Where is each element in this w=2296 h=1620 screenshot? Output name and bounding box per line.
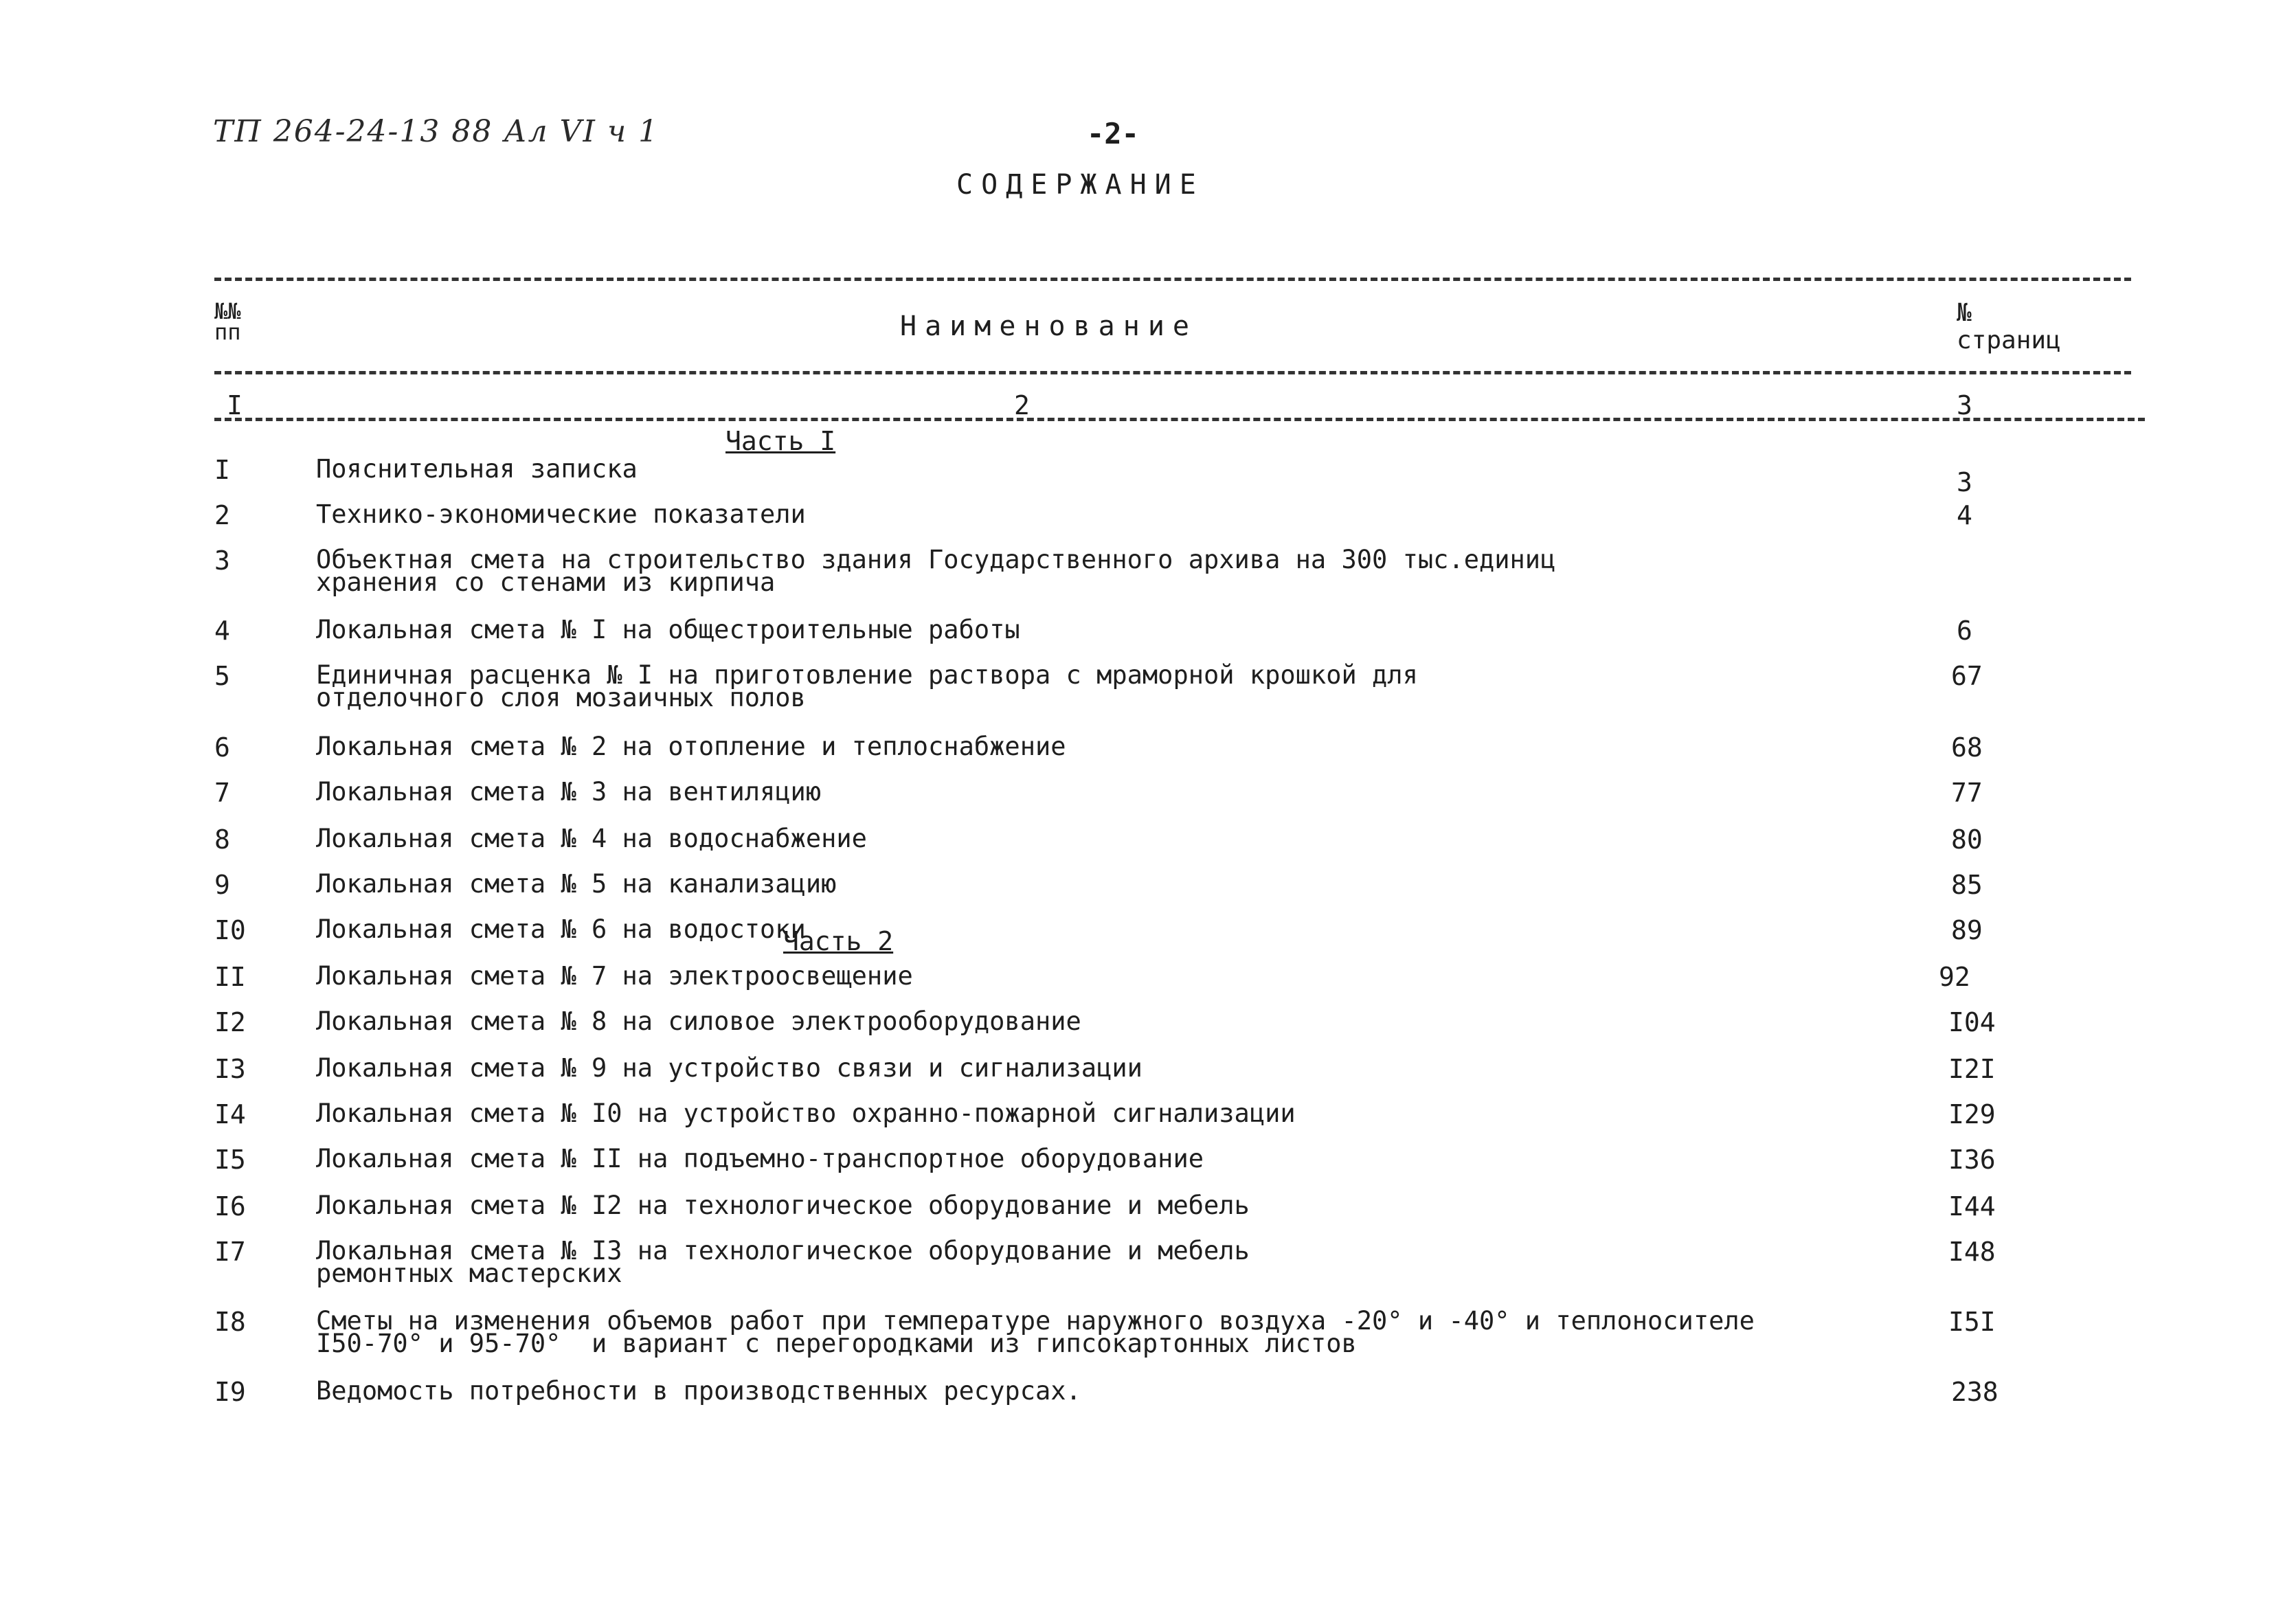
column-number-1: I [227, 390, 243, 420]
row-number: I3 [214, 1054, 246, 1084]
row-page-number: 238 [1951, 1377, 1999, 1407]
row-number: 8 [214, 824, 230, 855]
row-number: II [214, 962, 246, 992]
row-title: Локальная смета № I2 на технологическое оборудование и мебель [316, 1191, 1250, 1220]
row-page-number: 77 [1951, 778, 1983, 808]
row-number: I5 [214, 1145, 246, 1175]
row-page-number: I04 [1948, 1007, 1996, 1037]
row-title: Пояснительная записка [316, 454, 638, 484]
row-page-number: I2I [1948, 1054, 1996, 1084]
column-number-divider [214, 418, 2145, 421]
row-number: 2 [214, 500, 230, 530]
row-title: Единичная расценка № I на приготовление раствора с мраморной крошкой для отделочного слоя мозаичных полов [316, 660, 1418, 712]
row-page-number: 67 [1951, 661, 1983, 691]
row-title: Локальная смета № 5 на канализацию [316, 869, 837, 899]
row-number: I9 [214, 1377, 246, 1407]
row-page-number: I5I [1948, 1307, 1996, 1337]
row-title: Локальная смета № 7 на электроосвещение [316, 961, 913, 991]
row-number: 9 [214, 870, 230, 900]
row-title: Объектная смета на строительство здания Государственного архива на 300 тыс.единиц хранения со стенами из кирпича [316, 545, 1556, 597]
row-title: Локальная смета № I на общестроительные работы [316, 615, 1020, 644]
row-page-number: 6 [1957, 616, 1972, 646]
column-header-name: Наименование [900, 311, 1197, 342]
page-number: -2- [1087, 117, 1139, 150]
row-number: I [214, 455, 230, 485]
row-title: Локальная смета № 3 на вентиляцию [316, 777, 822, 807]
column-number-2: 2 [1014, 390, 1030, 420]
row-number: I6 [214, 1191, 246, 1222]
row-page-number: 80 [1951, 824, 1983, 855]
row-number: 4 [214, 616, 230, 646]
row-title: Локальная смета № 6 на водостоки [316, 914, 806, 944]
row-number: 3 [214, 545, 230, 576]
row-page-number: 4 [1957, 500, 1972, 530]
row-page-number: 3 [1957, 467, 1972, 497]
row-page-number: 92 [1939, 962, 1970, 992]
row-page-number: 89 [1951, 915, 1983, 945]
row-title: Локальная смета № I3 на технологическое оборудование и мебель ремонтных мастерских [316, 1236, 1250, 1288]
top-divider [214, 278, 2131, 281]
row-title: Локальная смета № 2 на отопление и теплоснабжение [316, 732, 1066, 761]
part-heading-1: Часть I [725, 426, 836, 456]
row-number: I0 [214, 915, 246, 945]
row-title: Локальная смета № 8 на силовое электрооборудование [316, 1006, 1081, 1036]
row-page-number: 68 [1951, 732, 1983, 763]
row-number: 6 [214, 732, 230, 763]
row-page-number: I44 [1948, 1191, 1996, 1222]
row-number: I7 [214, 1237, 246, 1267]
row-title: Локальная смета № I0 на устройство охранно-пожарной сигнализации [316, 1099, 1296, 1128]
row-title: Ведомость потребности в производственных ресурсах. [316, 1376, 1081, 1406]
column-number-3: 3 [1957, 390, 1972, 420]
row-number: I4 [214, 1099, 246, 1129]
page-title: СОДЕРЖАНИЕ [956, 169, 1204, 201]
column-header-page: № страниц [1957, 299, 2061, 355]
row-page-number: I36 [1948, 1145, 1996, 1175]
row-title: Сметы на изменения объемов работ при температуре наружного воздуха -20° и -40° и теплоносителе I50-70° и 95-70° и вариант с перегородками из гипсокартонных листов [316, 1306, 1755, 1358]
row-title: Технико-экономические показатели [316, 499, 806, 529]
document-code: ТП 264-24-13 88 Ал VI ч 1 [213, 114, 660, 149]
row-page-number: 85 [1951, 870, 1983, 900]
row-number: 5 [214, 661, 230, 691]
row-page-number: I48 [1948, 1237, 1996, 1267]
row-title: Локальная смета № 9 на устройство связи и сигнализации [316, 1053, 1143, 1083]
row-page-number: I29 [1948, 1099, 1996, 1129]
part-heading-2: Часть 2 [783, 926, 894, 956]
header-divider [214, 371, 2131, 374]
row-title: Локальная смета № 4 на водоснабжение [316, 824, 867, 853]
row-number: 7 [214, 778, 230, 808]
row-number: I8 [214, 1307, 246, 1337]
row-number: I2 [214, 1007, 246, 1037]
row-title: Локальная смета № II на подъемно-транспортное оборудование [316, 1144, 1204, 1173]
column-header-num: №№ пп [214, 298, 241, 345]
